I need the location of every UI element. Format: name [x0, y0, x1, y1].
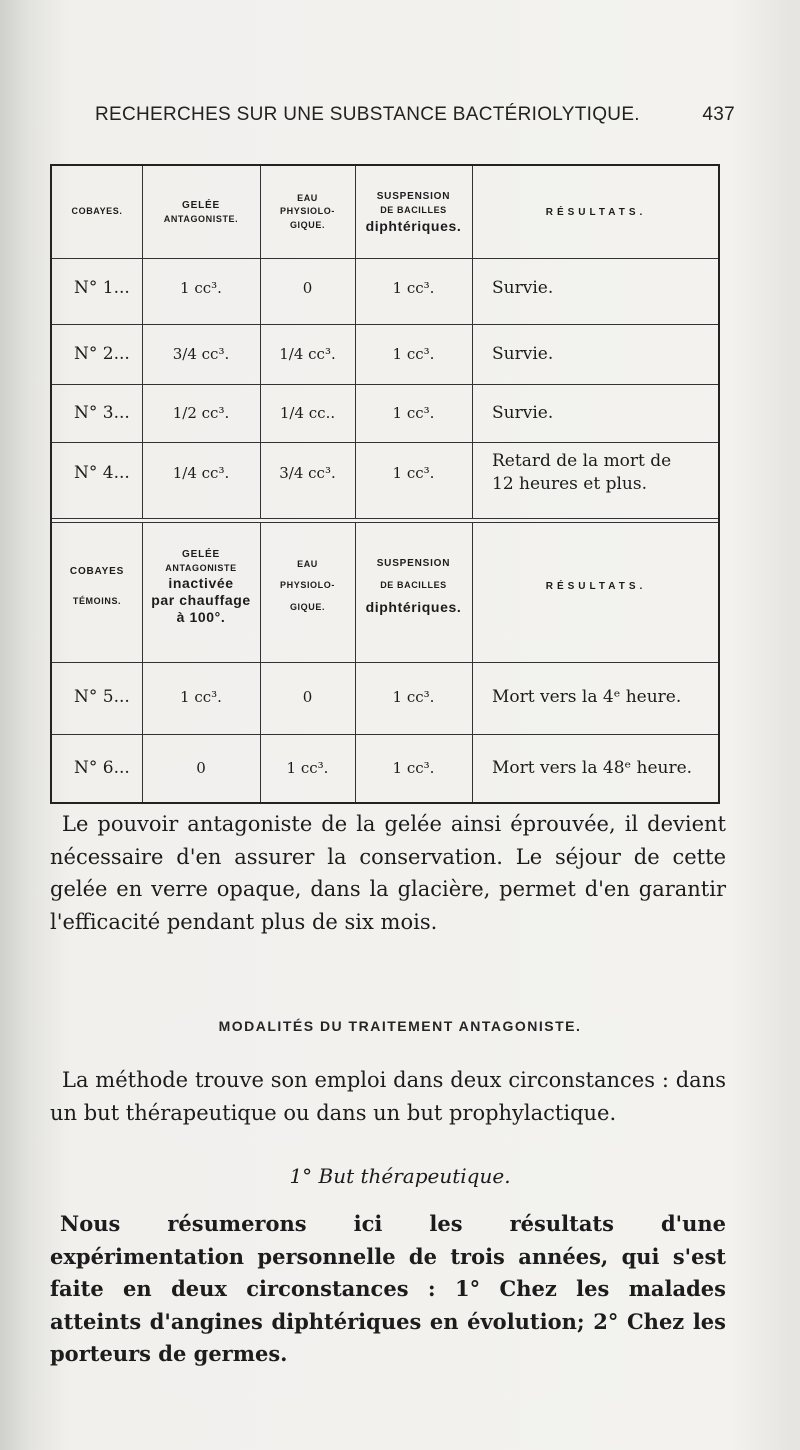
running-header: [95, 104, 735, 126]
eau-value: [260, 385, 355, 441]
header-text: par chauffage: [151, 591, 251, 608]
header-cobayes-temoins: [52, 526, 142, 646]
cell-text: 1 cc³.: [392, 404, 435, 422]
suspension-value: [355, 259, 472, 317]
header-resultats: [472, 526, 720, 646]
header-resultats: [472, 166, 720, 258]
cell-text: Survie.: [492, 402, 554, 423]
header-text: DE BACILLES: [380, 205, 447, 216]
cell-text: Mort vers la 48ᵉ heure.: [492, 757, 693, 778]
cell-text: 1/4 cc..: [279, 404, 336, 422]
eau-value: [260, 325, 355, 383]
header-text: DE BACILLES: [380, 580, 447, 591]
cell-text: Retard de la mort de: [492, 451, 672, 472]
resultat-value: [472, 385, 720, 441]
header-text: PHYSIOLO-: [280, 206, 335, 217]
row-label: [52, 735, 142, 801]
header-gelee: [142, 166, 260, 258]
table-separator: [52, 518, 718, 523]
cell-text: 1 cc³.: [392, 464, 435, 482]
header-text: SUSPENSION: [376, 558, 451, 570]
cell-text: 3/4 cc³.: [172, 345, 230, 363]
eau-value: [260, 663, 355, 731]
gelee-value: [142, 325, 260, 383]
cell-text: N° 5...: [74, 687, 130, 707]
section-heading: MODALITÉS DU TRAITEMENT ANTAGONISTE.: [218, 1018, 582, 1034]
cell-text: 1 cc³.: [286, 759, 329, 777]
header-text: diphtériques.: [365, 598, 462, 615]
subheading-therapeutique: 1° But thérapeutique.: [289, 1164, 511, 1188]
header-text: GELÉE: [182, 199, 220, 211]
cell-text: 1/4 cc³.: [279, 345, 336, 363]
header-text: RÉSULTATS.: [545, 580, 647, 592]
eau-value: [260, 259, 355, 317]
page-number: 437: [702, 104, 735, 125]
cell-text: N° 1...: [74, 278, 130, 298]
cell-text: Mort vers la 4ᵉ heure.: [492, 686, 682, 707]
cell-text: N° 4...: [74, 463, 130, 483]
suspension-value: [355, 325, 472, 383]
header-text: ANTAGONISTE: [165, 562, 237, 573]
eau-value: [260, 735, 355, 801]
suspension-value: [355, 385, 472, 441]
row-label: [52, 325, 142, 383]
resultat-value: [472, 443, 720, 503]
header-cobayes: [52, 166, 142, 258]
header-text: EAU: [297, 558, 318, 569]
cell-text: 0: [302, 279, 313, 297]
header-text: PHYSIOLO-: [280, 580, 335, 591]
gelee-value: [142, 443, 260, 503]
paragraph-methode: La méthode trouve son emploi dans deux circonstances : dans un but thérapeutique ou dans un but prophylactique.: [50, 1068, 726, 1125]
header-text: diphtériques.: [365, 217, 462, 234]
cell-text: 1 cc³.: [392, 345, 435, 363]
cell-text: N° 6...: [74, 758, 130, 778]
header-text: SUSPENSION: [376, 191, 451, 203]
row-label: [52, 663, 142, 731]
cell-text: 0: [196, 759, 206, 777]
paragraph-resultats: Nous résumerons ici les résultats d'une expérimentation personnelle de trois années, qui s'est faite en deux circonstances : 1° Chez les malades atteints d'angines diphtériques en évolution; 2° Chez les porteurs de germes.: [50, 1211, 726, 1367]
header-text: TÉMOINS.: [72, 595, 122, 606]
header-text: à 100°.: [176, 608, 226, 625]
header-text: inactivée: [168, 575, 234, 592]
gelee-value: [142, 385, 260, 441]
header-text: GIQUE.: [289, 601, 326, 612]
row-label: [52, 443, 142, 503]
cell-text: 1 cc³.: [180, 279, 222, 297]
header-eau: [260, 166, 355, 258]
cell-text: 3/4 cc³.: [279, 464, 336, 482]
running-title: RECHERCHES SUR UNE SUBSTANCE BACTÉRIOLYTIQUE.: [95, 104, 640, 125]
cell-text: 1 cc³.: [180, 688, 222, 706]
cell-text: N° 2...: [74, 344, 130, 364]
cell-text: Survie.: [492, 277, 554, 298]
header-suspension: [355, 166, 472, 258]
suspension-value: [355, 443, 472, 503]
resultat-value: [472, 663, 720, 731]
row-label: [52, 385, 142, 441]
cell-text: 1/4 cc³.: [172, 464, 230, 482]
suspension-value: [355, 735, 472, 801]
header-eau: [260, 526, 355, 646]
header-text: RÉSULTATS.: [545, 206, 647, 218]
gelee-value: [142, 735, 260, 801]
header-gelee-inactivee: [142, 526, 260, 646]
row-label: [52, 259, 142, 317]
header-text: COBAYES: [69, 565, 125, 577]
header-text: GELÉE: [182, 548, 220, 560]
suspension-value: [355, 663, 472, 731]
resultat-value: [472, 259, 720, 317]
header-text: COBAYES.: [71, 206, 123, 217]
results-table: [50, 164, 720, 804]
eau-value: [260, 443, 355, 503]
resultat-value: [472, 325, 720, 383]
cell-text: 1/2 cc³.: [172, 404, 230, 422]
header-text: ANTAGONISTE.: [163, 213, 239, 224]
cell-text: 1 cc³.: [392, 279, 435, 297]
cell-text: 0: [302, 688, 313, 706]
paragraph-conservation: Le pouvoir antagoniste de la gelée ainsi éprouvée, il devient nécessaire d'en assurer la conservation. Le séjour de cette gelée en verre opaque, dans la glacière, permet d'en garantir l'efficacité pendant plus de six mois.: [50, 812, 726, 934]
cell-text: 12 heures et plus.: [492, 474, 648, 494]
cell-text: 1 cc³.: [392, 688, 435, 706]
header-suspension: [355, 526, 472, 646]
gelee-value: [142, 259, 260, 317]
header-text: GIQUE.: [289, 219, 326, 230]
gelee-value: [142, 663, 260, 731]
cell-text: 1 cc³.: [392, 759, 435, 777]
header-text: EAU: [297, 192, 318, 203]
cell-text: N° 3...: [74, 403, 130, 423]
resultat-value: [472, 735, 720, 801]
cell-text: Survie.: [492, 343, 554, 364]
